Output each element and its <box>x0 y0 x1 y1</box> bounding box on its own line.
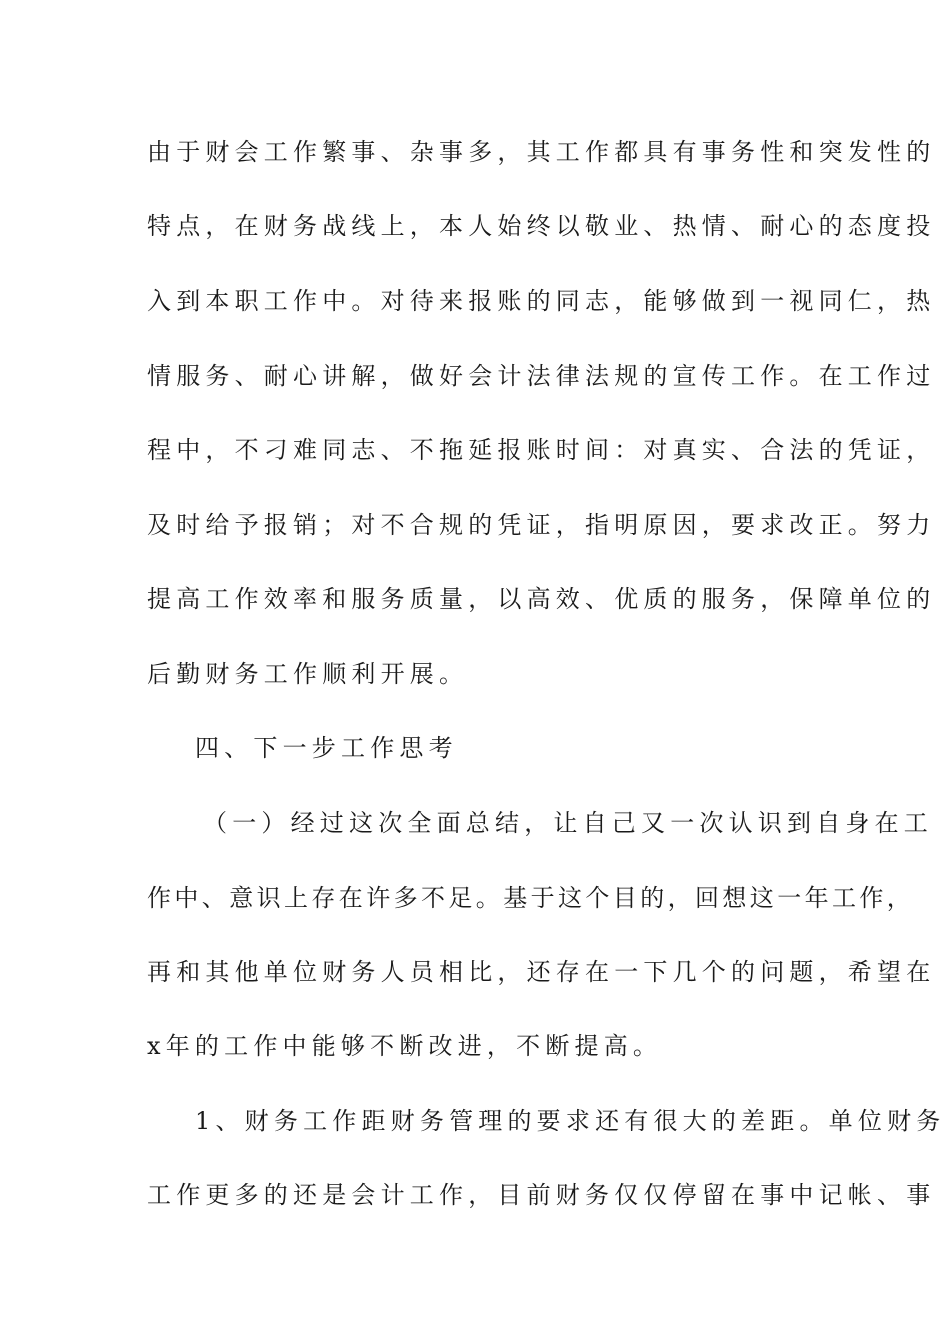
paragraph-line: （一）经过这次全面总结，让自己又一次认识到自身在工 <box>203 809 933 837</box>
paragraph-line: 程中，不刁难同志、不拖延报账时间：对真实、合法的凭证， <box>147 436 936 464</box>
paragraph-line: 情服务、耐心讲解，做好会计法律法规的宣传工作。在工作过 <box>147 362 936 390</box>
paragraph-line: x年的工作中能够不断改进，不断提高。 <box>147 1032 663 1060</box>
paragraph-line: 工作更多的还是会计工作，目前财务仅仅停留在事中记帐、事 <box>147 1181 936 1209</box>
paragraph-line: 入到本职工作中。对待来报账的同志，能够做到一视同仁，热 <box>147 287 936 315</box>
paragraph-line: 提高工作效率和服务质量，以高效、优质的服务，保障单位的 <box>147 585 936 613</box>
paragraph-line: 及时给予报销；对不合规的凭证，指明原因，要求改正。努力 <box>147 511 936 539</box>
paragraph-line: 1、财务工作距财务管理的要求还有很大的差距。单位财务 <box>195 1107 946 1135</box>
paragraph-line: 由于财会工作繁事、杂事多，其工作都具有事务性和突发性的 <box>147 138 936 166</box>
paragraph-line: 特点，在财务战线上，本人始终以敬业、热情、耐心的态度投 <box>147 212 936 240</box>
section-heading: 四、下一步工作思考 <box>195 734 458 762</box>
paragraph-line: 后勤财务工作顺利开展。 <box>147 660 469 688</box>
paragraph-line: 再和其他单位财务人员相比，还存在一下几个的问题，希望在 <box>147 958 936 986</box>
paragraph-line: 作中、意识上存在许多不足。基于这个目的，回想这一年工作， <box>147 884 915 912</box>
